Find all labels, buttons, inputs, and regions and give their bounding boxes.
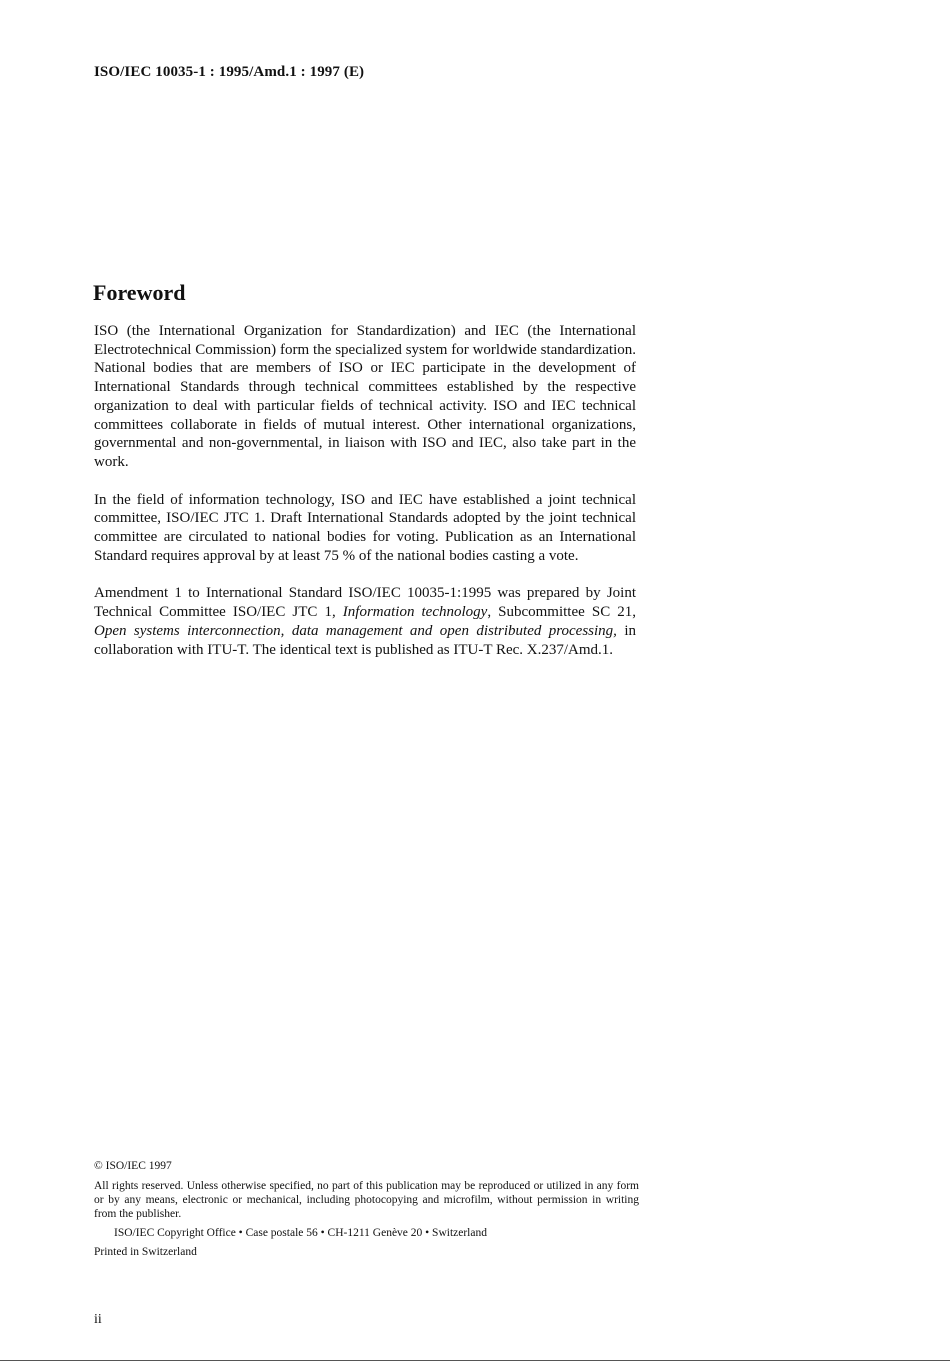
copyright-office-address: ISO/IEC Copyright Office • Case postale 56 • CH-1211 Genève 20 • Switzerland: [114, 1227, 487, 1239]
amendment-italic-title: Information technology: [342, 604, 488, 621]
amendment-text-2: , Subcommittee SC 21,: [487, 604, 637, 621]
foreword-body: [94, 322, 636, 678]
document-designation: ISO/IEC 10035-1 : 1995/Amd.1 : 1997 (E): [94, 64, 365, 80]
page-title: Foreword: [93, 280, 186, 305]
page-bottom-divider: [0, 1360, 950, 1361]
page-number: ii: [94, 1312, 102, 1327]
paragraph-amendment: [94, 584, 636, 659]
amendment-italic-subcommittee: Open systems interconnection, data management and open distributed processing,: [94, 622, 617, 639]
amendment-text-3: in collaboration with ITU-T. The identical text is published as ITU-T Rec. X.237/Amd.1.: [94, 622, 636, 658]
copyright-footer: [94, 1159, 639, 1259]
paragraph-joint-committee: In the field of information technology, ISO and IEC have established a joint technical committee, ISO/IEC JTC 1. Draft International Standards adopted by the joint technical committee are circulated to national bodies for voting. Publication as an International Standard requires approval by at least 75 % of the national bodies casting a vote.: [94, 491, 636, 564]
copyright-notice: © ISO/IEC 1997: [94, 1160, 172, 1172]
rights-statement: All rights reserved. Unless otherwise specified, no part of this publication may be reproduced or utilized in any form or by any means, electronic or mechanical, including photocopying and microfilm, without permission in writing from the publisher.: [94, 1180, 639, 1220]
printed-in: Printed in Switzerland: [94, 1246, 197, 1258]
amendment-text-1: Amendment 1 to International Standard ISO/IEC 10035-1:1995 was prepared by Joint Technical Committee ISO/IEC JTC 1,: [94, 585, 636, 621]
paragraph-organizations: ISO (the International Organization for Standardization) and IEC (the International Electrotechnical Commission) form the specialized system for worldwide standardization. National bodies that are members of ISO or IEC participate in the development of International Standards through technical committees established by the respective organization to deal with particular fields of technical activity. ISO and IEC technical committees collaborate in fields of mutual interest. Other international organizations, governmental and non-governmental, in liaison with ISO and IEC, also take part in the work.: [94, 323, 636, 470]
